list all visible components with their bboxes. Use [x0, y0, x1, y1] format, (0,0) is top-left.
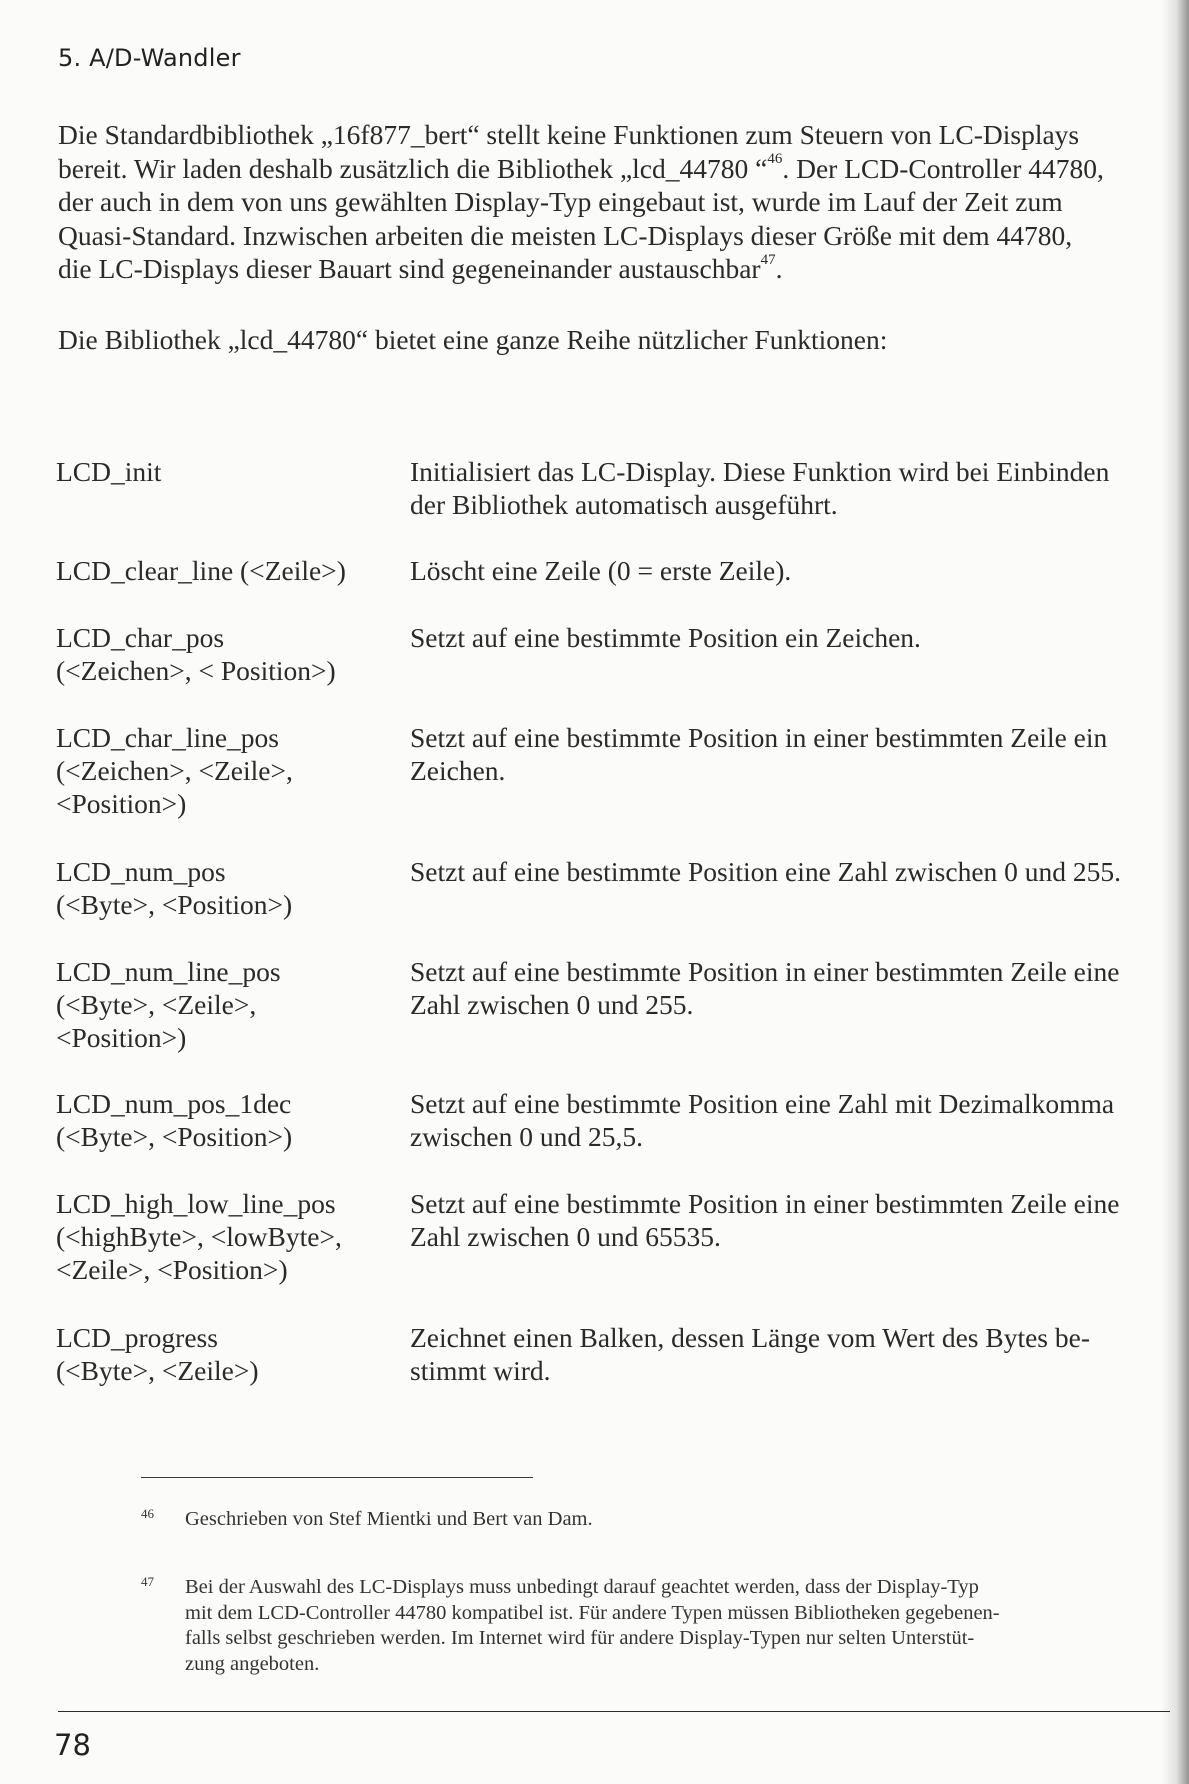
- function-desc-line: Zeichen.: [410, 755, 506, 786]
- function-name-line: LCD_init: [56, 456, 162, 487]
- function-description: [410, 455, 1189, 521]
- intro-line-text: .: [775, 253, 783, 284]
- function-name-line: (<Zeichen>, <Zeile>,: [56, 755, 293, 786]
- function-name: [56, 1087, 406, 1153]
- function-desc-line: zwischen 0 und 25,5.: [410, 1121, 643, 1152]
- function-row: [56, 455, 1176, 554]
- intro-line-with-footnote: [58, 152, 1170, 186]
- function-description: [410, 1087, 1189, 1153]
- function-desc-line: stimmt wird.: [410, 1355, 551, 1386]
- footnote-ref-47: 47: [760, 251, 776, 268]
- footnote-number: 46: [141, 1506, 154, 1521]
- footnote-number: 47: [141, 1574, 154, 1589]
- function-name-line: (<Byte>, <Position>): [56, 889, 293, 920]
- function-name: [56, 455, 406, 488]
- function-desc-line: Zahl zwischen 0 und 255.: [410, 989, 694, 1020]
- function-desc-line: Zahl zwischen 0 und 65535.: [410, 1221, 721, 1252]
- chapter-title: 5. A/D-Wandler: [58, 44, 241, 72]
- function-name-line: (<highByte>, <lowByte>,: [56, 1221, 342, 1252]
- footnote-text: [185, 1507, 1185, 1533]
- function-row: [56, 621, 1176, 721]
- function-desc-line: Setzt auf eine bestimmte Position in einer bestimmten Zeile eine: [410, 956, 1120, 987]
- function-desc-line: Löscht eine Zeile (0 = erste Zeile).: [410, 555, 792, 586]
- intro-line-text: die LC-Displays dieser Bauart sind gegeneinander austauschbar: [58, 253, 761, 284]
- function-desc-line: Setzt auf eine bestimmte Position eine Zahl zwischen 0 und 255.: [410, 856, 1122, 887]
- function-name-line: <Position>): [56, 788, 187, 819]
- function-row: [56, 955, 1176, 1087]
- page-number: 78: [54, 1728, 91, 1762]
- function-name-line: LCD_progress: [56, 1322, 218, 1353]
- footnote-line: falls selbst geschrieben werden. Im Internet wird für andere Display-Typen nur selten Unterstüt-: [185, 1627, 975, 1649]
- intro-line-text: bereit. Wir laden deshalb zusätzlich die Bibliothek „lcd_44780 “: [58, 152, 768, 184]
- function-name-line: (<Byte>, <Position>): [56, 1121, 293, 1152]
- function-name-line: <Zeile>, <Position>): [56, 1254, 288, 1285]
- function-name: [56, 554, 406, 587]
- function-name-line: LCD_clear_line (<Zeile>): [56, 555, 346, 586]
- function-row: [56, 855, 1176, 955]
- function-desc-line: Setzt auf eine bestimmte Position in einer bestimmten Zeile ein: [410, 722, 1108, 753]
- function-description: [410, 1187, 1189, 1253]
- footnote-line: Geschrieben von Stef Mientki und Bert van Dam.: [185, 1508, 593, 1530]
- footnote-separator: [141, 1477, 533, 1478]
- function-name: [56, 855, 406, 921]
- footnote-ref-46: 46: [767, 151, 783, 168]
- function-row: [56, 554, 1176, 621]
- function-name: [56, 1187, 406, 1286]
- function-name-line: LCD_num_pos: [56, 856, 226, 887]
- function-name-line: <Position>): [56, 1022, 187, 1053]
- function-desc-line: Setzt auf eine bestimmte Position in einer bestimmten Zeile eine: [410, 1188, 1120, 1219]
- function-desc-line: der Bibliothek automatisch ausgeführt.: [410, 489, 838, 520]
- function-desc-line: Zeichnet einen Balken, dessen Länge vom Wert des Bytes be-: [410, 1322, 1090, 1353]
- function-row: [56, 1087, 1176, 1187]
- function-name-line: LCD_char_pos: [56, 622, 225, 653]
- function-name-line: LCD_high_low_line_pos: [56, 1188, 336, 1219]
- function-name: [56, 1321, 406, 1387]
- bottom-rule: [58, 1711, 1170, 1712]
- function-desc-line: Setzt auf eine bestimmte Position eine Zahl mit Dezimalkomma: [410, 1088, 1115, 1119]
- function-name-line: LCD_num_pos_1dec: [56, 1088, 292, 1119]
- function-name-line: LCD_num_line_pos: [56, 956, 281, 987]
- function-desc-line: Initialisiert das LC-Display. Diese Funktion wird bei Einbinden: [410, 456, 1110, 487]
- function-name-line: (<Zeichen>, < Position>): [56, 655, 336, 686]
- function-row: [56, 1187, 1176, 1321]
- function-name-line: (<Byte>, <Zeile>,: [56, 989, 257, 1020]
- function-name: [56, 621, 406, 687]
- intro-line: Quasi-Standard. Inzwischen arbeiten die meisten LC-Displays dieser Größe mit dem 44780,: [58, 219, 1073, 251]
- function-name: [56, 955, 406, 1054]
- function-description: [410, 955, 1189, 1021]
- function-desc-line: Setzt auf eine bestimmte Position ein Zeichen.: [410, 622, 921, 653]
- intro-line-with-footnote: [58, 252, 1170, 286]
- footnote-line: mit dem LCD-Controller 44780 kompatibel ist. Für andere Typen müssen Bibliotheken gegebenen-: [185, 1601, 1000, 1624]
- function-row: [56, 721, 1176, 855]
- footnote-line: Bei der Auswahl des LC-Displays muss unbedingt darauf geachtet werden, dass der Display-Typ: [185, 1576, 979, 1598]
- lead-sentence: Die Bibliothek „lcd_44780“ bietet eine ganze Reihe nützlicher Funktionen:: [58, 324, 888, 355]
- intro-line-text: . Der LCD-Controller 44780,: [782, 152, 1104, 184]
- intro-line: Die Standardbibliothek „16f877_bert“ stellt keine Funktionen zum Steuern von LC-Displays: [58, 119, 1080, 150]
- footnote-text: [185, 1575, 1185, 1677]
- function-table: [56, 455, 1176, 1391]
- intro-paragraph: [58, 118, 1170, 286]
- footnote-line: zung angeboten.: [185, 1652, 320, 1675]
- function-description: [410, 621, 1189, 654]
- function-name-line: LCD_char_line_pos: [56, 722, 280, 753]
- function-description: [410, 721, 1189, 787]
- function-description: [410, 1321, 1189, 1387]
- function-description: [410, 554, 1189, 587]
- function-name: [56, 721, 406, 820]
- intro-line: der auch in dem von uns gewählten Display-Typ eingebaut ist, wurde im Lauf der Zeit zum: [58, 186, 1063, 217]
- function-description: [410, 855, 1189, 888]
- function-row: [56, 1321, 1176, 1391]
- function-name-line: (<Byte>, <Zeile>): [56, 1355, 259, 1386]
